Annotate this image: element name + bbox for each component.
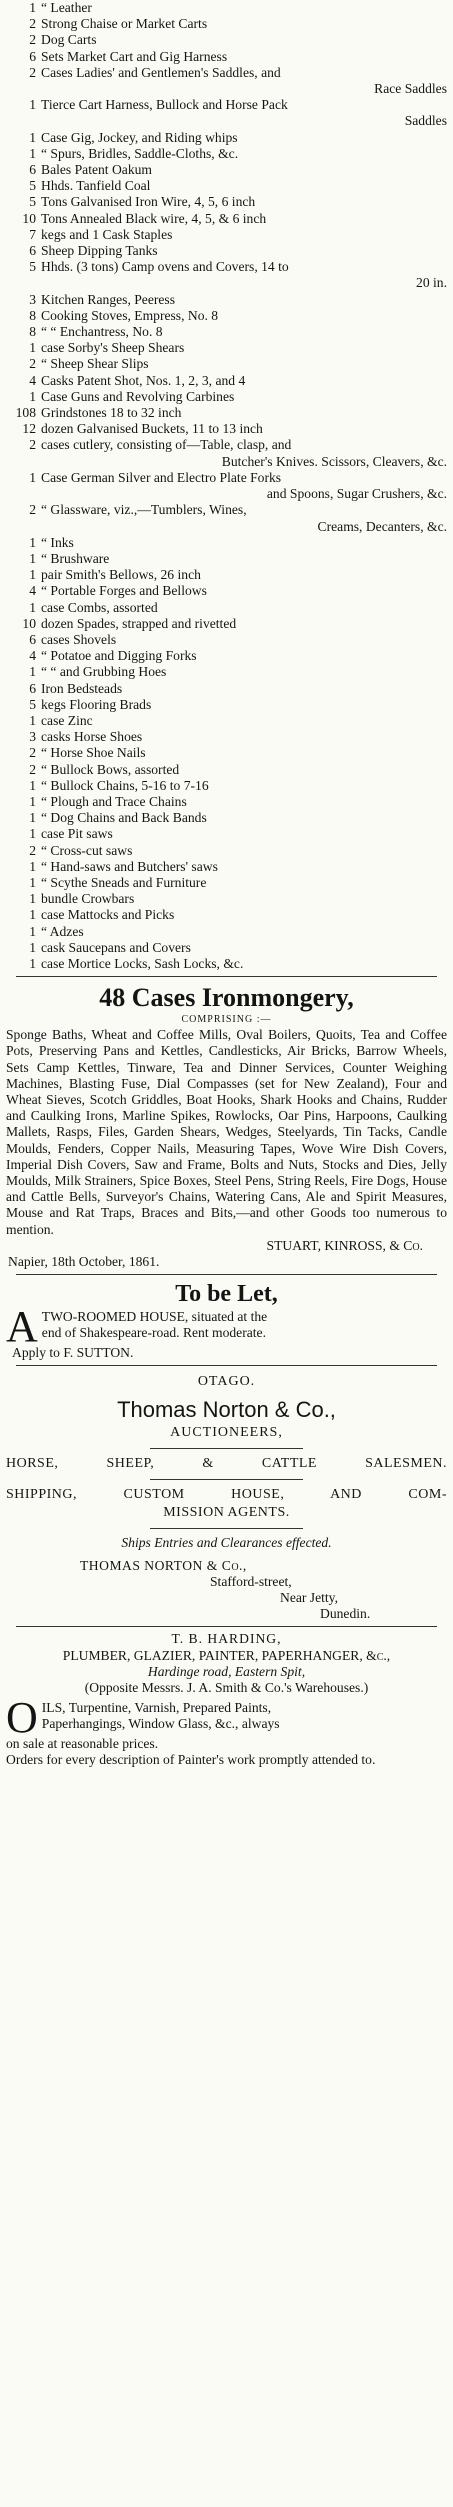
inventory-item [6, 130, 447, 146]
item-description [41, 178, 447, 194]
item-description [41, 583, 447, 599]
item-description [41, 259, 447, 291]
inventory-item [6, 891, 447, 907]
item-description [41, 502, 447, 534]
item-quantity: 12 [22, 421, 36, 437]
item-quantity: 1 [29, 340, 36, 356]
item-description [41, 421, 447, 437]
inventory-item [6, 600, 447, 616]
item-text: Dog Carts [41, 32, 97, 48]
item-text: “ Glassware, viz.,—Tumblers, Wines, [41, 502, 247, 518]
item-description [41, 924, 447, 940]
inventory-item [6, 859, 447, 875]
item-quantity: 10 [22, 210, 36, 226]
inventory-item [6, 146, 447, 162]
item-quantity: 7 [29, 226, 36, 242]
item-description [41, 162, 447, 178]
harding-location: Hardinge road, Eastern Spit, [147, 1663, 306, 1679]
inventory-item [6, 32, 447, 48]
item-quantity: 2 [29, 502, 36, 518]
item-quantity: 1 [29, 567, 36, 583]
item-description [41, 130, 447, 146]
item-quantity: 3 [29, 291, 36, 307]
item-description [41, 373, 447, 389]
harding-oils-line-3: on sale at reasonable prices. [6, 1736, 159, 1752]
norton-region: OTAGO. [197, 1374, 256, 1390]
norton-role: AUCTIONEERS, [170, 1425, 283, 1441]
inventory-item [6, 681, 447, 697]
section-divider [16, 976, 437, 977]
item-text: Iron Bedsteads [41, 680, 123, 696]
item-description [41, 227, 447, 243]
item-description [41, 826, 447, 842]
short-divider [150, 1479, 303, 1480]
short-divider [150, 1528, 303, 1529]
item-text: Tons Galvanised Iron Wire, 4, 5, 6 inch [41, 194, 256, 210]
item-quantity: 6 [29, 680, 36, 696]
item-description [41, 729, 447, 745]
section-divider [16, 1274, 437, 1275]
to-let-line-2: end of Shakespeare-road. Rent moderate. [41, 1325, 266, 1341]
item-quantity: 1 [29, 939, 36, 955]
inventory-item [6, 924, 447, 940]
inventory-item [6, 178, 447, 194]
harding-name: T. B. HARDING, [171, 1631, 282, 1647]
item-quantity: 8 [29, 307, 36, 323]
item-text: Sets Market Cart and Gig Harness [41, 48, 228, 64]
inventory-item [6, 810, 447, 826]
item-quantity: 1 [29, 891, 36, 907]
inventory-item [6, 843, 447, 859]
inventory-item [6, 356, 447, 372]
item-quantity: 108 [15, 405, 36, 421]
item-quantity: 1 [29, 826, 36, 842]
item-text: “ Hand-saws and Butchers' saws [41, 858, 218, 874]
item-quantity: 3 [29, 729, 36, 745]
item-text: “ Adzes [41, 923, 84, 939]
item-quantity: 2 [29, 437, 36, 453]
item-text: case Combs, assorted [41, 599, 158, 615]
norton-note: Ships Entries and Clearances effected. [121, 1535, 332, 1551]
inventory-item [6, 567, 447, 583]
to-let-heading: To be Let, [175, 1281, 278, 1308]
to-let-advert [0, 1279, 453, 1361]
item-quantity: 1 [29, 599, 36, 615]
item-text: “ Spurs, Bridles, Saddle-Cloths, &c. [41, 145, 239, 161]
item-description [41, 146, 447, 162]
item-description [41, 616, 447, 632]
norton-line-1: HORSE, SHEEP, & CATTLE SALESMEN. [6, 1456, 447, 1472]
item-text: cases cutlery, consisting of—Table, clasp, and [41, 437, 292, 453]
item-text: case Sorby's Sheep Shears [41, 340, 185, 356]
item-description [41, 600, 447, 616]
item-text: Hhds. (3 tons) Camp ovens and Covers, 14 to [41, 259, 289, 275]
item-text: Case Gig, Jockey, and Riding whips [41, 129, 238, 145]
ironmongery-signature: STUART, KINROSS, & Co. [266, 1237, 423, 1253]
item-description [41, 308, 447, 324]
item-text: “ Potatoe and Digging Forks [41, 648, 197, 664]
inventory-item [6, 49, 447, 65]
item-text: Cases Ladies' and Gentlemen's Saddles, and [41, 64, 281, 80]
item-description [41, 843, 447, 859]
item-description [41, 859, 447, 875]
item-continuation: and Spoons, Sugar Crushers, &c. [266, 486, 447, 502]
harding-orders: Orders for every description of Painter's work promptly attended to. [6, 1752, 376, 1768]
item-quantity: 1 [29, 793, 36, 809]
inventory-item [6, 194, 447, 210]
item-text: case Zinc [41, 712, 93, 728]
item-quantity: 1 [29, 923, 36, 939]
inventory-item [6, 97, 447, 129]
harding-oils-block [0, 1693, 453, 1743]
ironmongery-advert [0, 983, 453, 1270]
item-quantity: 1 [29, 712, 36, 728]
inventory-item [6, 389, 447, 405]
item-description [41, 940, 447, 956]
section-divider [16, 1626, 437, 1627]
item-quantity: 6 [29, 631, 36, 647]
item-quantity: 5 [29, 259, 36, 275]
item-text: Tierce Cart Harness, Bullock and Horse Pack [41, 97, 288, 113]
item-description [41, 389, 447, 405]
inventory-item [6, 648, 447, 664]
item-text: kegs Flooring Brads [41, 696, 152, 712]
inventory-item [6, 713, 447, 729]
item-text: bundle Crowbars [41, 891, 135, 907]
item-quantity: 1 [29, 145, 36, 161]
item-quantity: 1 [29, 810, 36, 826]
harding-oils-line-1: ILS, Turpentine, Varnish, Prepared Paints, [41, 1700, 272, 1716]
inventory-item [6, 65, 447, 97]
inventory-item [6, 16, 447, 32]
harding-dropcap: O [6, 1693, 38, 1743]
comprising-label: COMPRISING :— [181, 1014, 272, 1026]
item-quantity: 8 [29, 324, 36, 340]
item-text: “ Bullock Bows, assorted [41, 761, 180, 777]
inventory-item [6, 826, 447, 842]
item-quantity: 1 [29, 550, 36, 566]
item-description [41, 794, 447, 810]
inventory-item [6, 0, 447, 16]
inventory-item [6, 778, 447, 794]
item-quantity: 1 [29, 955, 36, 971]
inventory-item [6, 583, 447, 599]
inventory-item [6, 729, 447, 745]
inventory-item [6, 616, 447, 632]
item-description [41, 681, 447, 697]
to-let-line-1: TWO-ROOMED HOUSE, situated at the [41, 1309, 268, 1325]
to-let-body [0, 1302, 453, 1352]
norton-firm-name: Thomas Norton & Co., [117, 1397, 336, 1423]
item-text: kegs and 1 Cask Staples [41, 226, 173, 242]
item-text: Bales Patent Oakum [41, 162, 152, 178]
ironmongery-dateline: Napier, 18th October, 1861. [8, 1254, 160, 1270]
norton-line-2b: MISSION AGENTS. [163, 1505, 290, 1521]
item-quantity: 6 [29, 48, 36, 64]
item-description [41, 762, 447, 778]
inventory-item [6, 405, 447, 421]
inventory-list [0, 0, 453, 972]
item-description [41, 956, 447, 972]
inventory-item [6, 373, 447, 389]
item-quantity: 4 [29, 583, 36, 599]
item-text: “ Brushware [41, 550, 110, 566]
item-text: dozen Spades, strapped and rivetted [41, 615, 237, 631]
item-description [41, 551, 447, 567]
inventory-item [6, 292, 447, 308]
item-quantity: 2 [29, 16, 36, 32]
norton-advert [0, 1374, 453, 1622]
inventory-item [6, 162, 447, 178]
item-quantity: 1 [29, 777, 36, 793]
item-quantity: 1 [29, 858, 36, 874]
item-text: dozen Galvanised Buckets, 11 to 13 inch [41, 421, 263, 437]
harding-opposite: (Opposite Messrs. J. A. Smith & Co.'s Warehouses.) [84, 1680, 369, 1696]
inventory-item [6, 745, 447, 761]
item-quantity: 2 [29, 356, 36, 372]
item-text: case Mortice Locks, Sash Locks, &c. [41, 955, 244, 971]
item-description [41, 567, 447, 583]
item-description [41, 340, 447, 356]
item-description [41, 356, 447, 372]
item-description [41, 292, 447, 308]
item-text: case Pit saws [41, 826, 113, 842]
item-text: “ Cross-cut saws [41, 842, 133, 858]
item-text: “ Sheep Shear Slips [41, 356, 149, 372]
item-text: “ Dog Chains and Back Bands [41, 810, 207, 826]
inventory-item [6, 956, 447, 972]
item-continuation: Creams, Decanters, &c. [317, 518, 447, 534]
inventory-item [6, 535, 447, 551]
inventory-item [6, 308, 447, 324]
item-continuation: 20 in. [416, 275, 447, 291]
item-quantity: 2 [29, 761, 36, 777]
item-quantity: 1 [29, 469, 36, 485]
item-quantity: 5 [29, 696, 36, 712]
item-text: “ Leather [41, 0, 92, 15]
item-continuation: Saddles [404, 113, 447, 129]
item-continuation: Butcher's Knives. Scissors, Cleavers, &c. [221, 453, 447, 469]
norton-line-2a: SHIPPING, CUSTOM HOUSE, AND COM- [6, 1487, 447, 1503]
inventory-item [6, 340, 447, 356]
item-description [41, 32, 447, 48]
item-description [41, 49, 447, 65]
item-quantity: 1 [29, 0, 36, 15]
item-quantity: 1 [29, 388, 36, 404]
item-text: case Mattocks and Picks [41, 907, 175, 923]
item-quantity: 1 [29, 129, 36, 145]
section-divider [16, 1365, 437, 1366]
item-text: “ Bullock Chains, 5-16 to 7-16 [41, 777, 209, 793]
item-description [41, 470, 447, 502]
item-description [41, 664, 447, 680]
item-quantity: 1 [29, 907, 36, 923]
item-quantity: 5 [29, 194, 36, 210]
item-description [41, 745, 447, 761]
item-quantity: 2 [29, 32, 36, 48]
item-description [41, 697, 447, 713]
item-description [41, 0, 447, 16]
item-text: Kitchen Ranges, Peeress [41, 291, 176, 307]
inventory-item [6, 664, 447, 680]
inventory-item [6, 470, 447, 502]
inventory-item [6, 259, 447, 291]
norton-address-3: Near Jetty, [280, 1590, 338, 1606]
to-let-line-3: Apply to F. SUTTON. [12, 1345, 134, 1361]
item-text: Hhds. Tanfield Coal [41, 178, 151, 194]
item-description [41, 875, 447, 891]
harding-oils-line-2: Paperhangings, Window Glass, &c., always [41, 1716, 280, 1732]
item-quantity: 10 [22, 615, 36, 631]
item-description [41, 632, 447, 648]
to-let-dropcap: A [6, 1302, 38, 1352]
norton-address-1: THOMAS NORTON & Co., [80, 1557, 247, 1573]
item-quantity: 6 [29, 243, 36, 259]
item-description [41, 405, 447, 421]
inventory-item [6, 437, 447, 469]
item-text: “ Portable Forges and Bellows [41, 583, 207, 599]
item-description [41, 535, 447, 551]
inventory-item [6, 907, 447, 923]
item-description [41, 810, 447, 826]
item-quantity: 2 [29, 64, 36, 80]
item-description [41, 648, 447, 664]
item-text: casks Horse Shoes [41, 729, 143, 745]
item-description [41, 778, 447, 794]
item-text: Sheep Dipping Tanks [41, 243, 158, 259]
item-text: Case Guns and Revolving Carbines [41, 388, 235, 404]
norton-address-4: Dunedin. [320, 1606, 371, 1622]
ironmongery-heading: 48 Cases Ironmongery, [99, 983, 354, 1013]
item-description [41, 907, 447, 923]
inventory-item [6, 762, 447, 778]
item-quantity: 1 [29, 534, 36, 550]
inventory-item [6, 875, 447, 891]
short-divider [150, 1448, 303, 1449]
inventory-item [6, 551, 447, 567]
item-quantity: 1 [29, 97, 36, 113]
inventory-item [6, 632, 447, 648]
harding-advert [0, 1631, 453, 1768]
item-quantity: 1 [29, 664, 36, 680]
item-text: Grindstones 18 to 32 inch [41, 405, 182, 421]
item-quantity: 2 [29, 745, 36, 761]
item-text: pair Smith's Bellows, 26 inch [41, 567, 201, 583]
item-text: “ “ Enchantress, No. 8 [41, 324, 163, 340]
inventory-item [6, 227, 447, 243]
item-quantity: 4 [29, 372, 36, 388]
item-description [41, 16, 447, 32]
norton-address-2: Stafford-street, [210, 1573, 292, 1589]
inventory-item [6, 243, 447, 259]
inventory-item [6, 211, 447, 227]
item-text: “ Horse Shoe Nails [41, 745, 146, 761]
item-text: Cooking Stoves, Empress, No. 8 [41, 307, 219, 323]
ironmongery-body: Sponge Baths, Wheat and Coffee Mills, Oval Boilers, Quoits, Tea and Coffee Pots, Preserving Pans and Kettles, Candlesticks, Air Bricks, Barrow Wheels, Sets Camp Kettles, Tinware, Tea and Dinner Services, Counter Weighing Machines, Blasting Fuse, Dial Compasses (set for New Zealand), Four and Wheat Sieves, Scotch Griddles, Boat Hooks, Shark Hooks and Chains, Rudder and Caulking Irons, Marline Spikes, Rowlocks, Oar Pins, Harpoons, Caulking Mallets, Rasps, Files, Garden Shears, Wedges, Steelyards, Tin Tacks, Candle Moulds, Fenders, Copper Nails, Measuring Tapes, Wove Wire Dish Covers, Imperial Dish Covers, Saw and Frame, Bolts and Nuts, Stocks and Dies, Jelly Moulds, Milk Strainers, Spice Boxes, Steel Pens, String Reels, Fire Dogs, House and Cattle Bells, Surveyor's Chains, Watering Cans, Ale and Spirit Measures, Mouse and Rat Traps, Braces and Bits,—and other Goods too numerous to mention. [6, 1027, 447, 1237]
item-description [41, 324, 447, 340]
item-quantity: 5 [29, 178, 36, 194]
item-text: Tons Annealed Black wire, 4, 5, & 6 inch [41, 210, 267, 226]
item-description [41, 211, 447, 227]
item-text: “ Scythe Sneads and Furniture [41, 874, 207, 890]
item-text: cask Saucepans and Covers [41, 939, 191, 955]
item-description [41, 243, 447, 259]
item-continuation: Race Saddles [374, 81, 447, 97]
item-text: “ Inks [41, 534, 74, 550]
item-description [41, 713, 447, 729]
item-description [41, 194, 447, 210]
item-description [41, 97, 447, 129]
item-text: “ “ and Grubbing Hoes [41, 664, 167, 680]
inventory-item [6, 697, 447, 713]
item-description [41, 891, 447, 907]
item-quantity: 1 [29, 874, 36, 890]
item-quantity: 4 [29, 648, 36, 664]
item-description [41, 437, 447, 469]
inventory-item [6, 324, 447, 340]
item-text: Strong Chaise or Market Carts [41, 16, 208, 32]
item-quantity: 6 [29, 162, 36, 178]
inventory-item [6, 940, 447, 956]
item-text: Case German Silver and Electro Plate Forks [41, 469, 282, 485]
inventory-item [6, 502, 447, 534]
harding-trades: PLUMBER, GLAZIER, PAINTER, PAPERHANGER, &c., [62, 1647, 391, 1663]
item-text: Casks Patent Shot, Nos. 1, 2, 3, and 4 [41, 372, 246, 388]
inventory-item [6, 421, 447, 437]
inventory-item [6, 794, 447, 810]
item-description [41, 65, 447, 97]
item-quantity: 2 [29, 842, 36, 858]
item-text: “ Plough and Trace Chains [41, 793, 187, 809]
item-text: cases Shovels [41, 631, 117, 647]
